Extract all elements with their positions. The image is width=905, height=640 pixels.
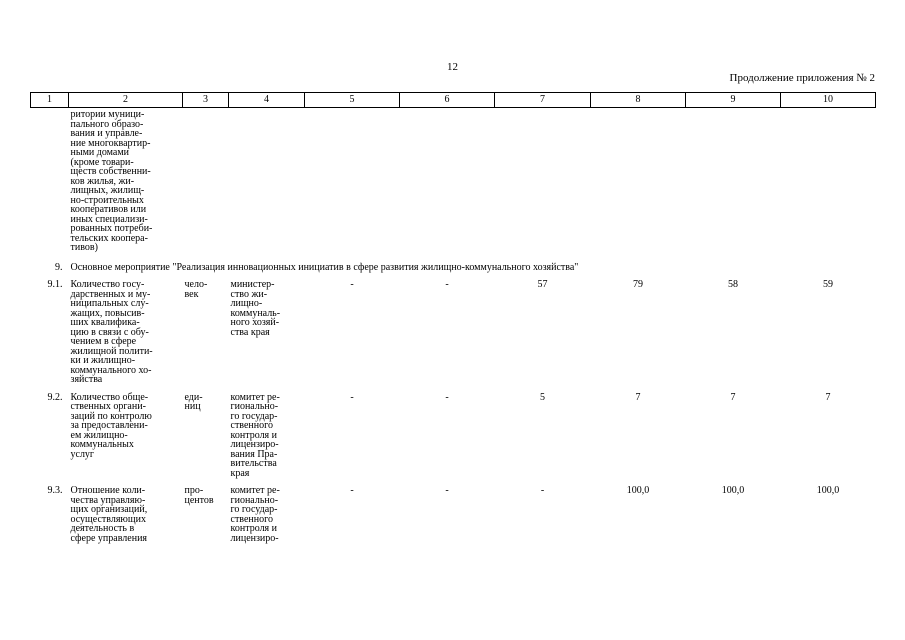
page-number: 12 — [447, 61, 458, 73]
column-header: 5 — [305, 93, 400, 108]
value-cell: - — [445, 485, 449, 496]
value-cell: 7 — [825, 391, 831, 403]
column-header: 7 — [495, 93, 591, 108]
section-row — [31, 259, 876, 279]
value-cell: 100,0 — [816, 485, 840, 496]
value-cell: - — [350, 279, 354, 290]
responsible-executor: комитет ре- гионально- го государ- ственного контроля и лицензиро- вания Пра- вительства края — [230, 391, 280, 479]
carryover-text: ритории муници- пального образо- вания и управле- ние многоквартир- ными домами (кроме товари- ществ собственни- ков жилья, жи- лищных, жилищ- но-строительных кооперативов или иных специализи- рованных потреби- тельских коопера- тивов) — [70, 109, 153, 253]
unit-of-measure: еди- ниц — [184, 391, 203, 412]
section-number: 9. — [55, 261, 63, 273]
value-cell: 5 — [540, 391, 545, 403]
column-number-header — [31, 93, 876, 108]
value-cell: 100,0 — [721, 485, 745, 496]
column-header: 8 — [591, 93, 686, 108]
indicators-table — [30, 92, 876, 549]
column-header: 3 — [183, 93, 229, 108]
value-cell: - — [445, 279, 449, 290]
unit-of-measure: чело- век — [184, 279, 208, 300]
table-row — [31, 391, 876, 485]
column-header: 2 — [69, 93, 183, 108]
column-header: 4 — [229, 93, 305, 108]
value-cell: 57 — [537, 279, 548, 290]
value-cell: - — [445, 391, 449, 403]
value-cell: 79 — [633, 279, 643, 290]
table-row — [31, 278, 876, 391]
row-number: 9.1. — [47, 279, 63, 290]
value-cell: 7 — [635, 391, 641, 403]
value-cell: 58 — [728, 279, 738, 290]
value-cell: - — [350, 485, 354, 496]
appendix-continuation: Продолжение приложения № 2 — [729, 72, 875, 84]
responsible-executor: комитет ре- гионально- го государ- ственного контроля и лицензиро- — [230, 485, 280, 544]
value-cell: - — [350, 391, 354, 403]
column-header: 10 — [781, 93, 876, 108]
unit-of-measure: про- центов — [184, 485, 214, 506]
value-cell: - — [540, 485, 545, 496]
row-number: 9.2. — [47, 391, 63, 403]
table-row — [31, 484, 876, 549]
column-header: 6 — [400, 93, 495, 108]
row-number: 9.3. — [47, 485, 63, 496]
value-cell: 7 — [730, 391, 736, 403]
column-header: 9 — [686, 93, 781, 108]
indicator-name: Количество госу- дарственных и му- ниципальных слу- жащих, повысив- ших квалифика- цию в связи с обу- чением в сфере жилищной полити- ки и жилищно- коммунального хо- зяйства — [70, 279, 153, 385]
section-title: Основное мероприятие "Реализация инновационных инициатив в сфере развития жилищно-коммунального хозяйства" — [70, 261, 579, 273]
indicator-name: Отношение коли- чества управляю- щих организаций, осуществляющих деятельность в сфере управления — [70, 485, 148, 544]
column-header: 1 — [31, 93, 69, 108]
value-cell: 59 — [823, 279, 833, 290]
value-cell: 100,0 — [626, 485, 650, 496]
carryover-row — [31, 108, 876, 259]
responsible-executor: министер- ство жи- лищно- коммуналь- ного хозяй- ства края — [230, 279, 281, 338]
indicator-name: Количество обще- ственных органи- заций по контролю за предоставлени- ем жилищно- коммунальных услуг — [70, 391, 152, 460]
